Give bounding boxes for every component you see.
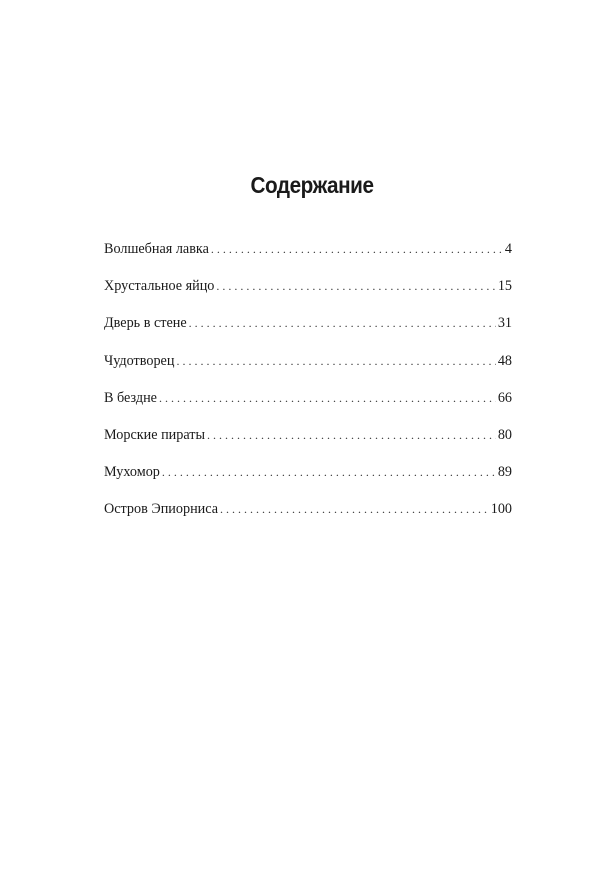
dot-leader (189, 313, 496, 333)
toc-entry (104, 351, 512, 388)
toc-entry (104, 276, 512, 313)
dot-leader (162, 462, 496, 482)
dot-leader (216, 276, 495, 296)
toc-entry-title: Мухомор (104, 464, 160, 481)
dot-leader (176, 351, 495, 371)
toc-entry-page: 80 (497, 426, 512, 443)
toc-entry (104, 239, 512, 276)
toc-entry-page: 31 (497, 315, 512, 332)
toc-entry-title: Остров Эпиорниса (104, 501, 219, 518)
toc-entry (104, 499, 512, 536)
dot-leader (220, 499, 489, 519)
table-of-contents (104, 239, 512, 537)
dot-leader (211, 239, 503, 259)
toc-entry-page: 100 (490, 501, 512, 518)
dot-leader (207, 425, 496, 445)
toc-entry-title: Волшебная лавка (104, 241, 209, 257)
toc-entry-page: 89 (497, 464, 512, 481)
toc-entry (104, 425, 512, 462)
toc-entry-page: 48 (497, 352, 512, 369)
page-title: Содержание (250, 172, 374, 198)
toc-entry-title: Морские пираты (104, 426, 206, 443)
toc-entry-page: 4 (504, 241, 512, 257)
toc-entry-title: В бездне (104, 389, 157, 406)
toc-entry (104, 388, 512, 425)
toc-entry-title: Хрустальное яйцо (104, 278, 215, 295)
toc-entry-page: 15 (497, 278, 512, 295)
toc-entry (104, 462, 512, 499)
toc-entry-title: Дверь в стене (104, 315, 187, 332)
toc-entry (104, 313, 512, 350)
dot-leader (159, 388, 496, 408)
toc-entry-page: 66 (497, 389, 512, 406)
toc-entry-title: Чудотворец (104, 352, 175, 369)
